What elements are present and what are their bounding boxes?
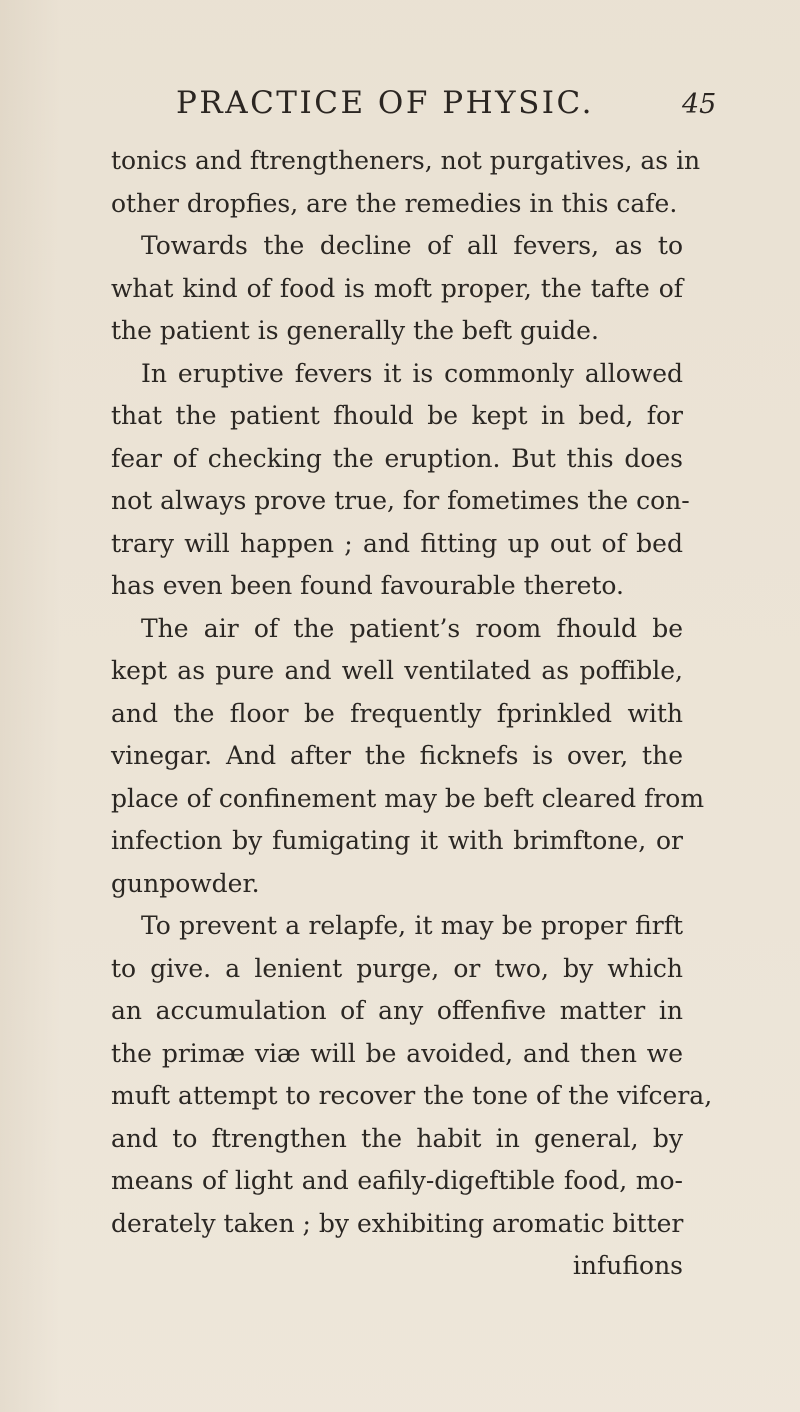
text-line: trary will happen ; and fitting up out of bed — [111, 528, 683, 558]
text-line: not always prove true, for fometimes the con- — [111, 486, 690, 515]
text-line: and the floor be frequently fprinkled with — [111, 698, 683, 728]
text-line: muft attempt to recover the tone of the vifcera, — [111, 1081, 713, 1110]
text-line: derately taken ; by exhibiting aromatic bitter — [111, 1208, 684, 1238]
text-line: means of light and eafily-digeftible food, mo- — [111, 1166, 683, 1195]
text-line: and to ftrengthen the habit in general, by — [111, 1123, 683, 1153]
text-line: In eruptive fevers it is commonly allowed — [141, 358, 683, 388]
page-header — [0, 85, 800, 135]
text-line: place of confinement may be beft cleared from — [111, 783, 705, 813]
text-line: has even been found favourable thereto. — [111, 571, 624, 600]
text-line: the patient is generally the beft guide. — [111, 316, 599, 345]
text-line: what kind of food is moft proper, the tafte of — [111, 273, 683, 303]
text-line: vinegar. And after the ficknefs is over, the — [111, 741, 683, 770]
text-line: that the patient fhould be kept in bed, for — [111, 401, 683, 430]
text-line: an accumulation of any offenfive matter in — [111, 996, 683, 1025]
text-line: tonics and ftrengtheners, not purgatives, as in — [111, 146, 701, 175]
text-line: the primæ viæ will be avoided, and then we — [111, 1038, 683, 1068]
text-line: kept as pure and well ventilated as poffible, — [111, 656, 683, 685]
catchword: infufions — [572, 1251, 683, 1280]
text-line: infection by fumigating it with brimftone, or — [111, 826, 683, 855]
text-line: fear of checking the eruption. But this does — [111, 443, 683, 473]
text-line: other dropfies, are the remedies in this cafe. — [111, 188, 678, 218]
text-line: to give. a lenient purge, or two, by which — [111, 953, 683, 983]
text-line: Towards the decline of all fevers, as to — [141, 231, 683, 260]
text-line: To prevent a relapfe, it may be proper firft — [141, 911, 683, 940]
text-line: The air of the patient’s room fhould be — [141, 613, 683, 643]
page-number: 45 — [682, 89, 717, 120]
body-text — [111, 140, 713, 1288]
running-head: PRACTICE OF PHYSIC. — [176, 85, 595, 121]
text-line: gunpowder. — [111, 868, 260, 898]
